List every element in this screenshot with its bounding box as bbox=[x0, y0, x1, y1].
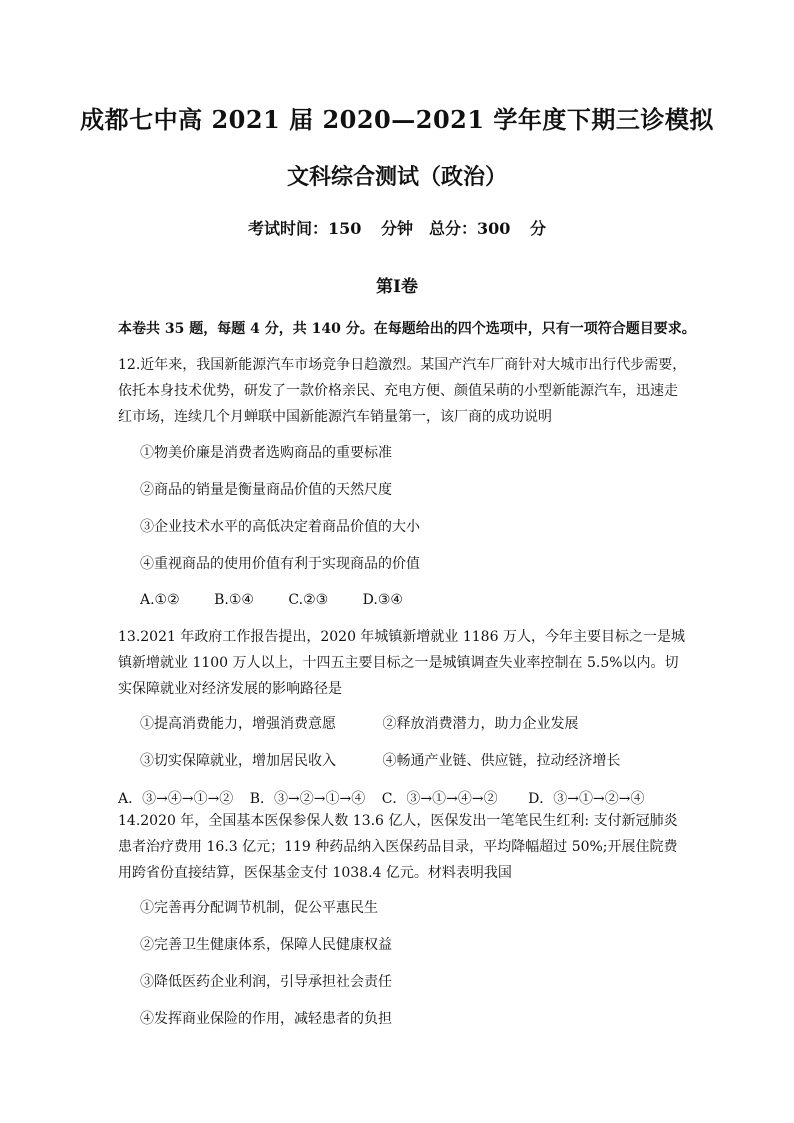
question-13-option-1: ①提高消费能力，增强消费意愿 bbox=[140, 716, 336, 732]
question-13-option-2: ②释放消费潜力，助力企业发展 bbox=[382, 716, 579, 732]
choice-d: D．③→①→②→④ bbox=[528, 791, 645, 807]
question-12-option-2: ②商品的销量是衡量商品价值的天然尺度 bbox=[140, 482, 392, 498]
choice-d: D.③④ bbox=[362, 592, 403, 608]
choice-b: B．③→②→①→④ bbox=[249, 791, 366, 807]
question-12-option-3: ③企业技术水平的高低决定着商品价值的大小 bbox=[140, 519, 420, 535]
question-13-stem: 13.2021 年政府工作报告提出，2020 年城镇新增就业 1186 万人，今年主要目标之一是城镇新增就业 1100 万人以上，十四五主要目标之一是城镇调查失业率控制在 5.5%以内。切实保障就业对经济发展的影响路径是 bbox=[118, 629, 685, 697]
choice-a: A.①② bbox=[140, 592, 180, 608]
question-12-option-1: ①物美价廉是消费者选购商品的重要标准 bbox=[140, 445, 392, 461]
question-14-option-1: ①完善再分配调节机制，促公平惠民生 bbox=[140, 900, 378, 916]
question-13-options-row-2 bbox=[140, 750, 620, 770]
choice-c: C．③→①→④→② bbox=[381, 791, 498, 807]
question-13-choices bbox=[118, 788, 644, 808]
question-14-option-3: ③降低医药企业利润，引导承担社会责任 bbox=[140, 974, 392, 990]
volume-heading: 第Ⅰ卷 bbox=[376, 277, 418, 297]
question-12-choices bbox=[140, 592, 433, 608]
choice-c: C.②③ bbox=[288, 592, 329, 608]
exam-title: 成都七中高 2021 届 2020—2021 学年度下期三诊模拟 bbox=[80, 105, 714, 134]
question-14-stem: 14.2020 年，全国基本医保参保人数 13.6 亿人，医保发出一笔笔民生红利: 支付新冠肺炎患者治疗费用 16.3 亿元；119 种药品纳入医保药品目录，平均降幅超过 50%;开展住院费用跨省份直接结算，医保基金支付 1038.4 亿元。材料表明我国 bbox=[118, 813, 678, 881]
choice-b: B.①④ bbox=[214, 592, 254, 608]
choice-a: A．③→④→①→② bbox=[118, 791, 234, 807]
question-13-option-4: ④畅通产业链、供应链，拉动经济增长 bbox=[382, 753, 621, 769]
question-12-stem: 12.近年来，我国新能源汽车市场竞争日趋激烈。某国产汽车厂商针对大城市出行代步需要，依托本身技术优势，研发了一款价格亲民、充电方便、颜值呆萌的小型新能源汽车，迅速走红市场，连续几个月蝉联中国新能源汽车销量第一，该厂商的成功说明 bbox=[118, 357, 687, 425]
question-14-option-4: ④发挥商业保险的作用，减轻患者的负担 bbox=[140, 1011, 392, 1027]
exam-info: 考试时间：150 分钟 总分：300 分 bbox=[248, 219, 546, 238]
question-14-option-2: ②完善卫生健康体系，保障人民健康权益 bbox=[140, 937, 392, 953]
question-13-options-row-1 bbox=[140, 713, 578, 733]
question-12-option-4: ④重视商品的使用价值有利于实现商品的价值 bbox=[140, 556, 420, 572]
instructions: 本卷共 35 题，每题 4 分，共 140 分。在每题给出的四个选项中，只有一项符合题目要求。 bbox=[118, 321, 696, 337]
exam-subtitle: 文科综合测试（政治） bbox=[286, 164, 507, 190]
question-13-option-3: ③切实保障就业，增加居民收入 bbox=[140, 753, 336, 769]
